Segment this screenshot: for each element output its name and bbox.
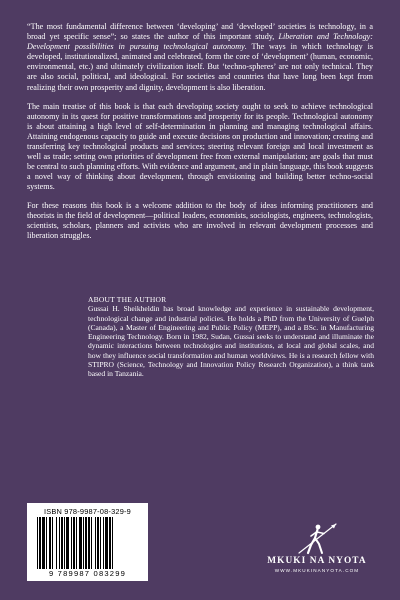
barcode-stripe xyxy=(91,517,92,569)
barcode-stripe xyxy=(95,517,96,569)
barcode-stripe xyxy=(88,517,90,569)
barcode-stripe xyxy=(109,517,111,569)
barcode-stripe xyxy=(103,517,104,569)
barcode-stripe xyxy=(97,517,99,569)
barcode-number: 9 789987 083299 xyxy=(48,569,127,578)
barcode-stripe xyxy=(64,517,65,569)
barcode-stripe xyxy=(42,517,45,569)
barcode-stripe xyxy=(46,517,47,569)
blurb-paragraph-2: The main treatise of this book is that each developing society ought to seek to achieve technological autonomy in its quest for positive transformations and prosperity for its people. Technological autonomy is about attaining a high level of self-determination in planning and managing technological affairs. Attaining endogenous capacity to guide and execute decisions on production and innovation; creating and transferring key technological products and services; steering relevant foreign and local investment as well as trade; setting own priorities of development free from external manipulation; are goals that must be central to such planning efforts. With evidence and argument, and in plain language, this book suggests a novel way of thinking about development, through envisioning and building better techno-social systems. xyxy=(27,101,373,192)
barcode-stripe xyxy=(37,517,38,569)
barcode-stripe xyxy=(73,517,75,569)
blurb-paragraph-3: For these reasons this book is a welcome addition to the body of ideas informing practitioners and theorists in the field of development—political leaders, economists, sociologists, engineers, technologists, scientists, scholars, planners and activists who are involved in relevant development processes and liberation struggles. xyxy=(27,200,373,240)
barcode-stripe xyxy=(100,517,101,569)
barcode-stripe xyxy=(79,517,82,569)
barcode-stripe xyxy=(39,517,41,569)
publisher-name: MKUKI NA NYOTA xyxy=(267,556,367,566)
publisher-website: WWW.MKUKINANYOTA.COM xyxy=(274,568,360,573)
barcode-stripe xyxy=(56,517,57,569)
barcode-stripe xyxy=(85,517,87,569)
book-title: Liberation and Technology: Development possibilities in pursuing technological autonomy xyxy=(27,32,373,52)
barcode-stripe xyxy=(76,517,77,569)
barcode-stripe xyxy=(52,517,53,569)
barcode-stripe xyxy=(71,517,72,569)
author-bio: Gussai H. Sheikheldin has broad knowledge and experience in sustainable development, technological change and industrial policies. He holds a PhD from the University of Guelph (Canada), a Master of Engineering and Public Policy (MEPP), and a BSc. in Manufacturing Engineering Technology. Born in 1982, Sudan, Gussai seeks to understand and illuminate the dynamic interactions between technologies and institutions, at local and global scales, and how they influence social transformation and human worldviews. He is a research fellow with STIPRO (Science, Technology and Innovation Policy Research Organization), a think tank based in Tanzania. xyxy=(88,304,374,379)
publisher-logo xyxy=(258,520,376,580)
about-author-heading: ABOUT THE AUTHOR xyxy=(88,295,167,304)
barcode-stripe xyxy=(83,517,84,569)
spear-thrower-icon xyxy=(294,520,340,556)
barcode-stripe xyxy=(49,517,51,569)
barcode-stripe xyxy=(66,517,69,569)
barcode-stripe xyxy=(112,517,113,569)
blurb-paragraph-1-body: . The ways in which technology is developed, institutionalized, animated and celebrated, form the core of ‘development’ (human, economic, environmental, etc.) and ultimately civilization itself. But ‘techno-spheres’ are not only technical. They are also social, political, and ideological. For societies and countries that have long been kept from realizing their own prosperity and dignity, development is also liberation. xyxy=(27,42,373,92)
barcode-stripe xyxy=(59,517,60,569)
blurb-paragraph-1-intro: “The most fundamental difference between ‘developing’ and ‘developed’ societies is technology, in a broad yet specific sense”; so states the author of this important study, xyxy=(27,22,373,42)
barcode-bars xyxy=(37,517,138,569)
barcode-stripe xyxy=(105,517,108,569)
barcode-box xyxy=(27,503,148,581)
about-author xyxy=(88,295,374,379)
blurb xyxy=(27,22,373,248)
isbn-label: ISBN 978-9987-08-329-9 xyxy=(44,507,131,516)
barcode-stripe xyxy=(61,517,63,569)
blurb-paragraph-1 xyxy=(27,22,373,93)
